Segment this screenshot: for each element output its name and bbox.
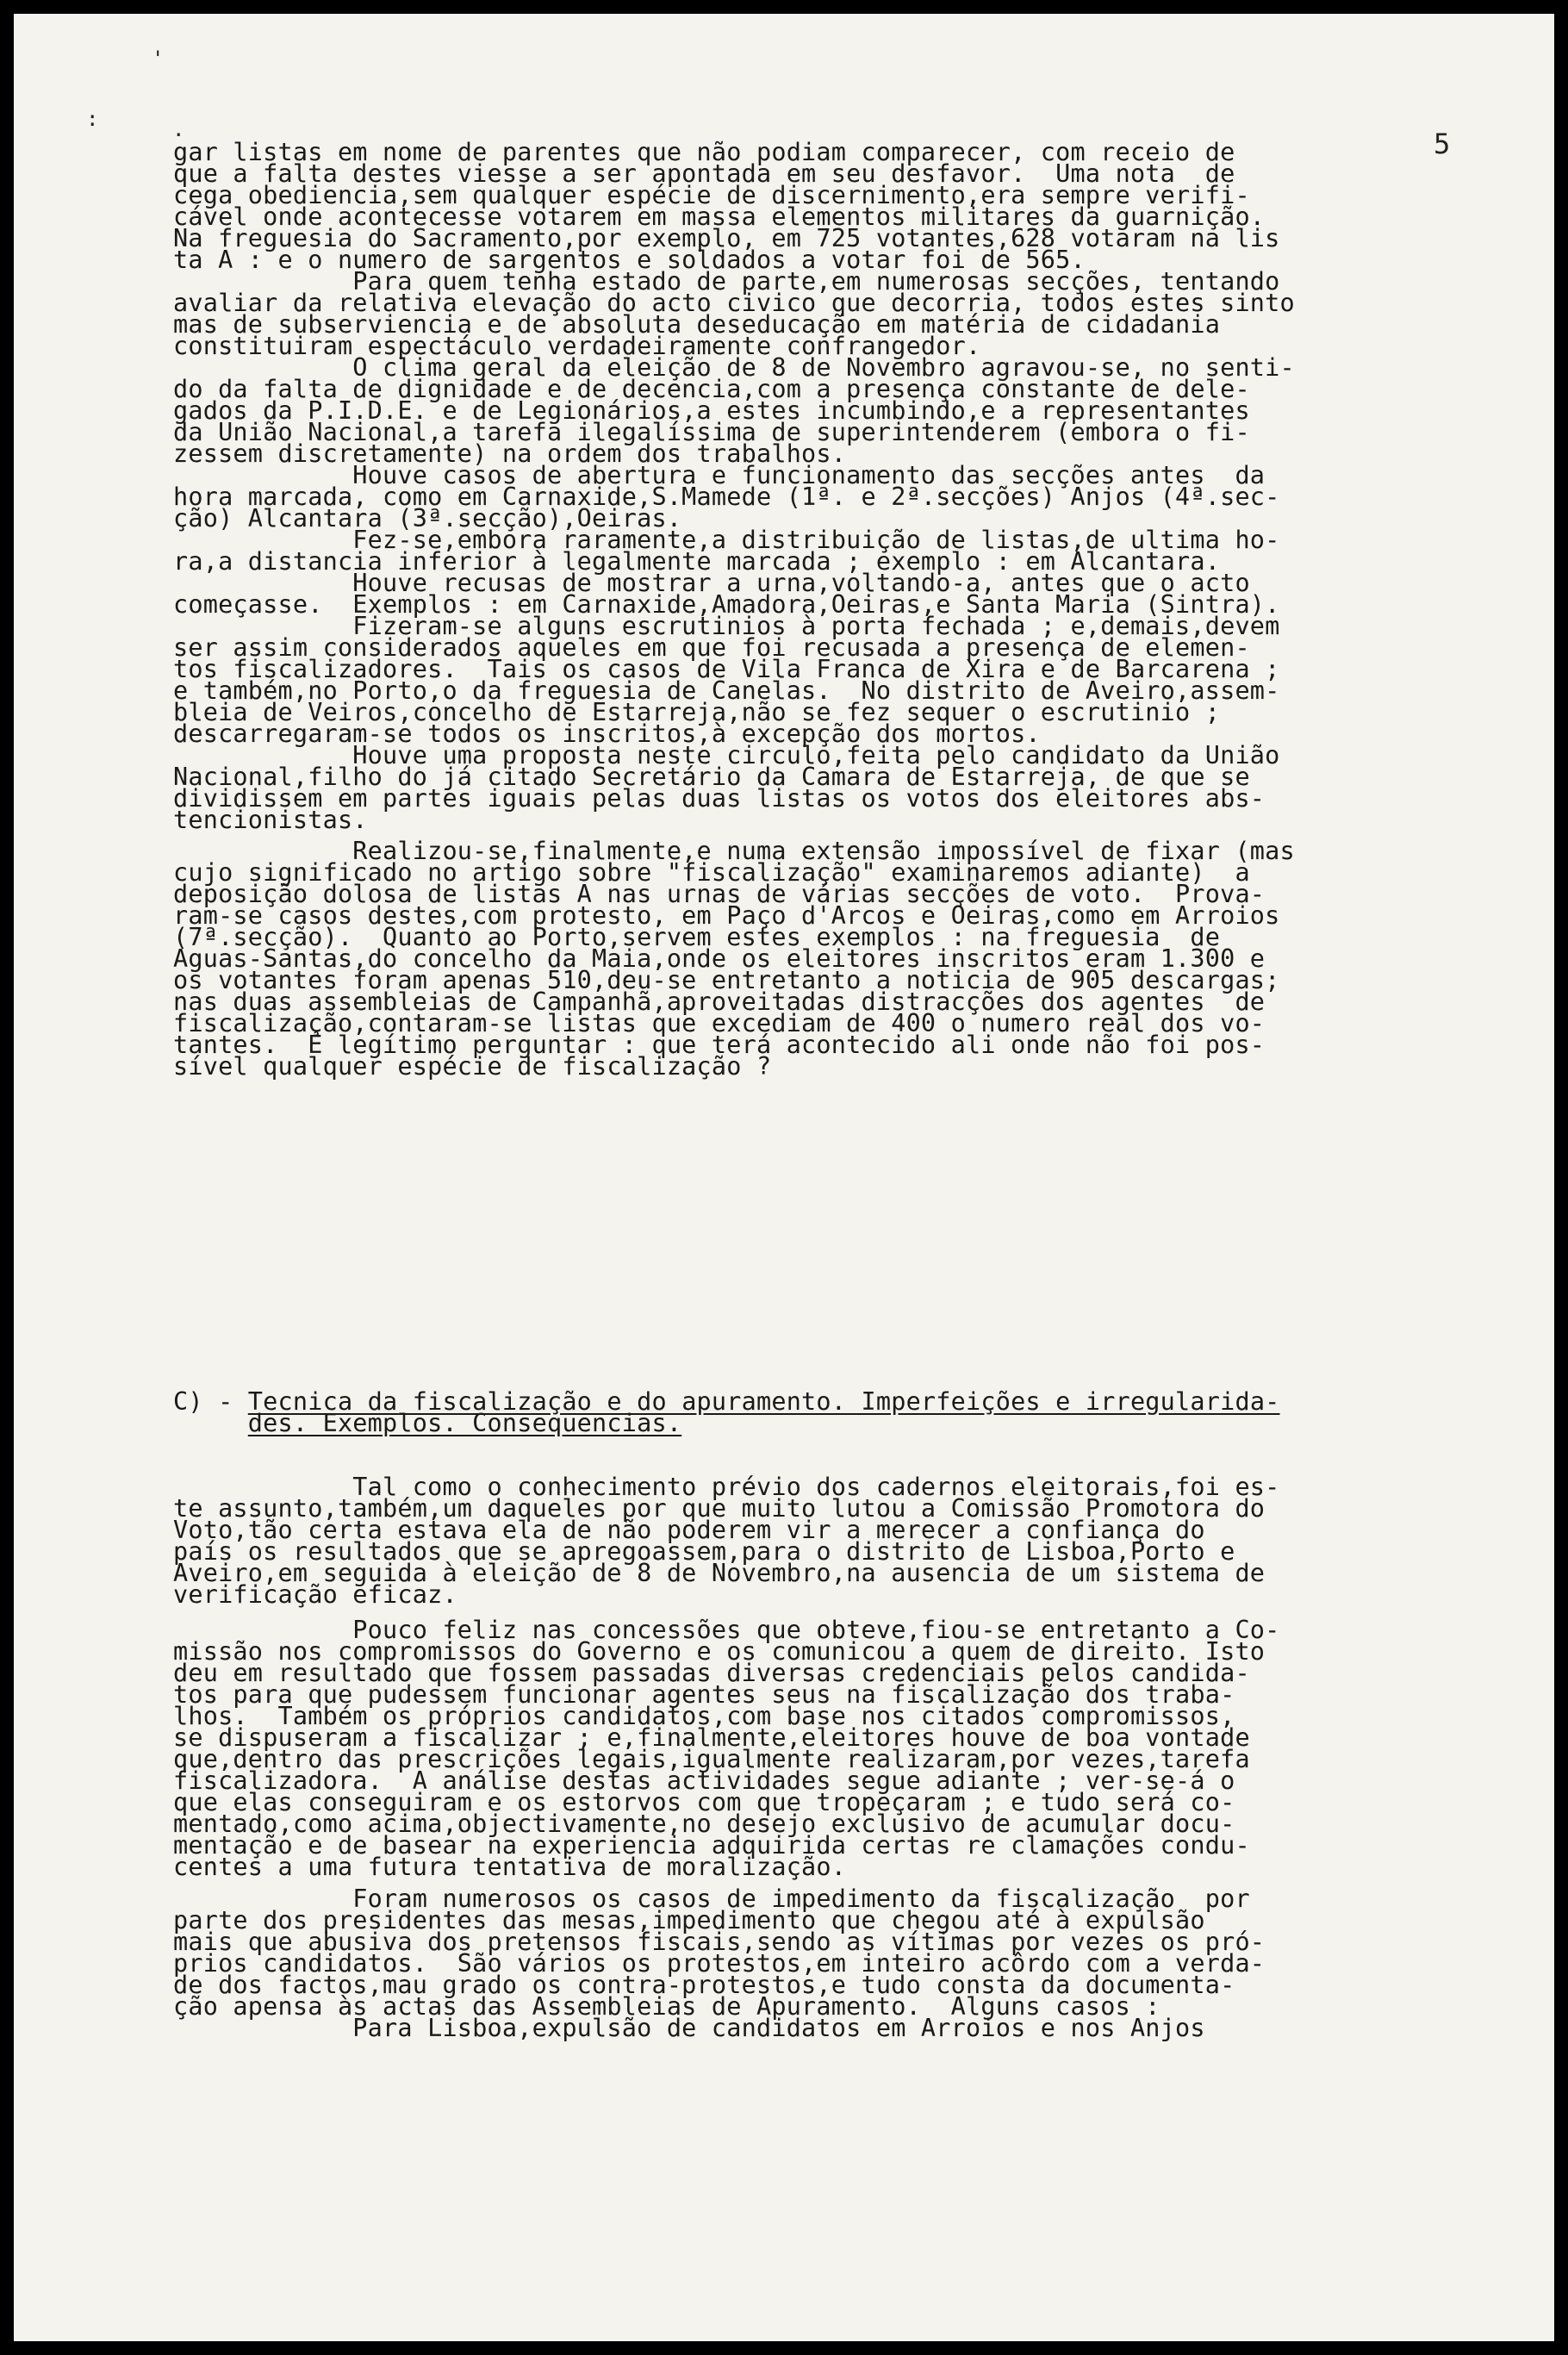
text-line: Tal como o conhecimento prévio dos cadernos eleitorais,foi es- [173, 1473, 1280, 1501]
text-line: Realizou-se,finalmente,e numa extensão impossível de fixar (mas [173, 837, 1295, 865]
text-line: prios candidatos. São vários os protestos,em inteiro acôrdo com a verda- [173, 1949, 1266, 1978]
text-line: deu em resultado que fossem passadas diversas credenciais pelos candida- [173, 1659, 1250, 1687]
text-line: constituiram espectáculo verdadeiramente confrangedor. [173, 332, 981, 360]
text-line: bleia de Veiros,concelho de Estarreja,não se fez sequer o escrutinio ; [173, 698, 1221, 726]
text-line: descarregaram-se todos os inscritos,à excepção dos mortos. [173, 720, 1041, 748]
text-line: tencionistas. [173, 806, 368, 834]
margin-mark: ' [152, 47, 165, 71]
text-line: mas de subserviencia e de absoluta deseducação em matéria de cidadania [173, 310, 1221, 339]
text-line: Foram numerosos os casos de impedimento da fiscalização por [173, 1885, 1250, 1913]
text-line: ra,a distancia inferior à legalmente marcada ; exemplo : em Alcantara. [173, 547, 1221, 576]
text-line: O clima geral da eleição de 8 de Novembro agravou-se, no senti- [173, 353, 1295, 382]
text-line: mais que abusiva dos pretensos fiscais,sendo as vítimas por vezes os pró- [173, 1928, 1266, 1956]
text-line: zessem discretamente) na ordem dos trabalhos. [173, 439, 847, 468]
text-line: ram-se casos destes,com protesto, em Paço d'Arcos e Oeiras,como em Arroios [173, 901, 1280, 930]
section-label-indent [173, 1409, 248, 1437]
text-line: verificação eficaz. [173, 1580, 457, 1609]
text-line: ção) Alcantara (3ª.secção),Oeiras. [173, 504, 682, 533]
text-line: Houve casos de abertura e funcionamento das secções antes da [173, 461, 1266, 489]
margin-mark: . [172, 117, 185, 141]
text-line: gar listas em nome de parentes que não podiam comparecer, com receio de [173, 138, 1235, 166]
text-line: Nacional,filho do já citado Secretário da Camara de Estarreja, de que se [173, 763, 1250, 791]
text-line: Aguas-Santas,do concelho da Maia,onde os eleitores inscritos eram 1.300 e [173, 944, 1266, 973]
text-line: Voto,tão certa estava ela de não poderem vir a merecer a confiança do [173, 1516, 1205, 1544]
text-line: tos para que pudessem funcionar agentes seus na fiscalização dos traba- [173, 1680, 1235, 1709]
text-line: do da falta de dignidade e de decencia,com a presença constante de dele- [173, 375, 1250, 403]
text-line: que,dentro das prescrições legais,igualmente realizaram,por vezes,tarefa [173, 1745, 1250, 1773]
text-line: Houve recusas de mostrar a urna,voltando-a, antes que o acto [173, 569, 1250, 597]
text-line: sível qualquer espécie de fiscalização ? [173, 1052, 772, 1081]
text-line: da União Nacional,a tarefa ilegalíssima de superintenderem (embora o fi- [173, 418, 1250, 446]
text-line: nas duas assembleias de Campanhã,aproveitadas distracções dos agentes de [173, 987, 1266, 1016]
text-line: avaliar da relativa elevação do acto civico que decorria, todos estes sinto [173, 289, 1295, 317]
text-line: lhos. Também os próprios candidatos,com base nos citados compromissos, [173, 1702, 1235, 1730]
text-line: de dos factos,mau grado os contra-protestos,e tudo consta da documenta- [173, 1971, 1235, 1999]
section-c-heading [173, 1387, 1457, 1437]
text-line: fiscalização,contaram-se listas que excediam de 400 o numero real dos vo- [173, 1009, 1266, 1037]
margin-mark: : [86, 107, 99, 131]
text-line: tantes. É legítimo perguntar : que terá acontecido ali onde não foi pos- [173, 1031, 1266, 1059]
text-line: cável onde acontecesse votarem em massa elementos militares da guarnição. [173, 202, 1266, 231]
text-line: missão nos compromissos do Governo e os comunicou a quem de direito. Isto [173, 1637, 1266, 1666]
text-line: Para quem tenha estado de parte,em numerosas secções, tentando [173, 267, 1280, 296]
text-line: os votantes foram apenas 510,deu-se entretanto a noticia de 905 descargas; [173, 966, 1280, 994]
text-line: cega obediencia,sem qualquer espécie de discernimento,era sempre verifi- [173, 181, 1250, 209]
text-line: Pouco feliz nas concessões que obteve,fiou-se entretanto a Co- [173, 1616, 1280, 1644]
text-line: te assunto,também,um daqueles por que muito lutou a Comissão Promotora do [173, 1494, 1266, 1523]
text-line: país os resultados que se apregoassem,para o distrito de Lisboa,Porto e [173, 1537, 1235, 1566]
text-line: Houve uma proposta neste circulo,feita pelo candidato da União [173, 741, 1280, 769]
text-line: e também,no Porto,o da freguesia de Canelas. No distrito de Aveiro,assem- [173, 676, 1280, 705]
text-line: fiscalizadora. A análise destas actividades segue adiante ; ver-se-á o [173, 1766, 1235, 1795]
text-line: se dispuseram a fiscalizar ; e,finalmente,eleitores houve de boa vontade [173, 1723, 1250, 1752]
text-line: cujo significado no artigo sobre "fiscalização" examinaremos adiante) a [173, 858, 1250, 887]
text-line: mentação e de basear na experiencia adquirida certas re clamações condu- [173, 1831, 1250, 1860]
text-line: deposição dolosa de listas A nas urnas de várias secções de voto. Prova- [173, 880, 1266, 908]
typed-paragraphs-block-1 [173, 138, 1457, 1081]
section-label: C) - [173, 1387, 248, 1416]
typed-paragraphs-block-2 [173, 1473, 1457, 2042]
text-line: ser assim considerados aqueles em que foi recusada a presença de elemen- [173, 633, 1250, 662]
text-line: gados da P.I.D.E. e de Legionários,a estes incumbindo,e a representantes [173, 396, 1250, 425]
text-line: (7ª.secção). Quanto ao Porto,servem estes exemplos : na freguesia de [173, 923, 1221, 951]
text-line: Fez-se,embora raramente,a distribuição de listas,de ultima ho- [173, 526, 1280, 554]
section-title-continued: des. Exemplos. Consequencias. [247, 1409, 682, 1437]
text-line: ta A : e o numero de sargentos e soldados a votar foi de 565. [173, 246, 1086, 274]
text-line: mentado,como acima,objectivamente,no desejo exclusivo de acumular docu- [173, 1810, 1235, 1838]
text-line: parte dos presidentes das mesas,impedimento que chegou até à expulsão [173, 1906, 1205, 1934]
text-line: Fizeram-se alguns escrutinios à porta fechada ; e,demais,devem [173, 612, 1280, 640]
text-line: que elas conseguiram e os estorvos com que tropeçaram ; e tudo será co- [173, 1788, 1235, 1816]
text-line: hora marcada, como em Carnaxide,S.Mamede (1ª. e 2ª.secções) Anjos (4ª.sec- [173, 483, 1280, 511]
text-line: Na freguesia do Sacramento,por exemplo, em 725 votantes,628 votaram na lis [173, 224, 1280, 252]
document-page [14, 14, 1554, 2341]
text-line: centes a uma futura tentativa de moralização. [173, 1853, 847, 1881]
text-line: que a falta destes viesse a ser apontada em seu desfavor. Uma nota de [173, 159, 1235, 188]
section-title: Tecnica da fiscalização e do apuramento. Imperfeições e irregularida- [247, 1387, 1280, 1416]
text-line: começasse. Exemplos : em Carnaxide,Amadora,Oeiras,e Santa Maria (Sintra). [173, 590, 1280, 619]
text-line: Para Lisboa,expulsão de candidatos em Arroios e nos Anjos [173, 2014, 1205, 2042]
text-line: tos fiscalizadores. Tais os casos de Vila Franca de Xira e de Barcarena ; [173, 655, 1280, 683]
text-line: dividissem em partes iguais pelas duas listas os votos dos eleitores abs- [173, 784, 1266, 813]
text-line: Aveiro,em seguida à eleição de 8 de Novembro,na ausencia de um sistema de [173, 1559, 1266, 1587]
page-number: 5 [1434, 128, 1451, 160]
text-line: ção apensa às actas das Assembleias de Apuramento. Alguns casos : [173, 1992, 1160, 2021]
